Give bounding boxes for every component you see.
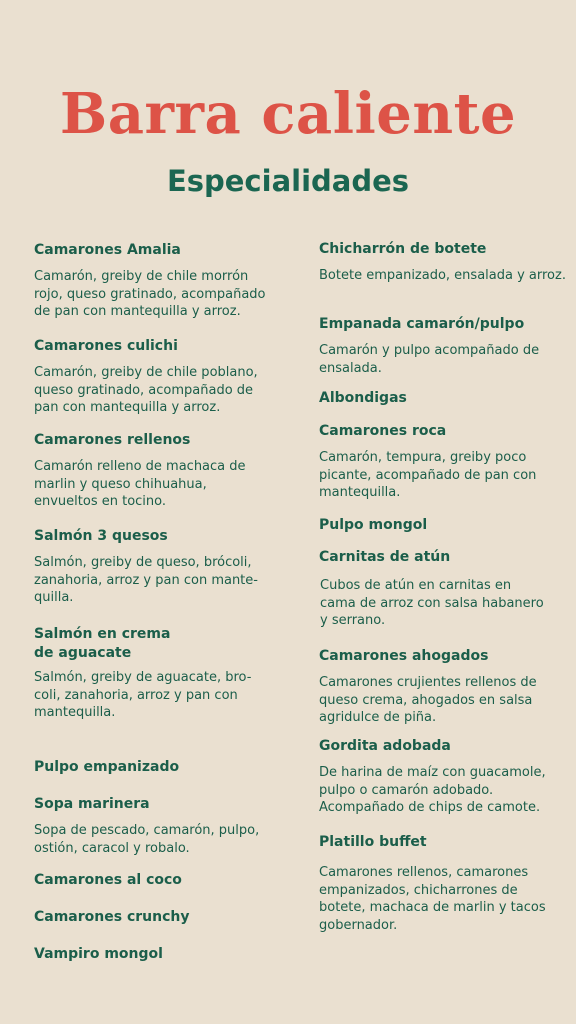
menu-item-carnitas-de-atun (319, 548, 569, 630)
menu-item-description: Camarón, greiby de chile poblano, queso gratinado, acompañado de pan con mantequilla y arroz. (34, 365, 258, 415)
menu-item-name: Gordita adobada (319, 738, 451, 754)
menu-item-name: Chicharrón de botete (319, 241, 487, 257)
menu-item-camarones-crunchy (34, 908, 284, 927)
menu-item-sopa-marinera (34, 795, 284, 857)
menu-item-name: Empanada camarón/pulpo (319, 316, 525, 332)
menu-item-description: Camarones rellenos, camarones empanizados, chicharrones de botete, machaca de marlin y tacos gobernador. (319, 865, 546, 933)
menu-item-name: Camarones culichi (34, 338, 178, 354)
menu-item-name: Camarones al coco (34, 872, 182, 888)
menu-item-name: Camarones rellenos (34, 432, 191, 448)
menu-item-empanada-camaron-pulpo (319, 315, 569, 377)
menu-item-name: Vampiro mongol (34, 946, 163, 962)
menu-item-salmon-crema-aguacate (34, 625, 284, 722)
menu-item-description: Sopa de pescado, camarón, pulpo, ostión, caracol y robalo. (34, 823, 260, 856)
menu-item-description: De harina de maíz con guacamole, pulpo o camarón adobado. Acompañado de chips de camote. (319, 765, 546, 815)
menu-item-pulpo-mongol (319, 516, 569, 535)
menu-item-camarones-al-coco (34, 871, 284, 890)
menu-item-camarones-amalia (34, 241, 284, 321)
menu-item-name: Platillo buffet (319, 834, 427, 850)
menu-item-platillo-buffet (319, 833, 569, 934)
menu-item-name: Carnitas de atún (319, 549, 451, 565)
menu-item-vampiro-mongol (34, 945, 284, 964)
menu-item-camarones-roca (319, 422, 569, 502)
menu-item-name: Camarones ahogados (319, 648, 489, 664)
menu-item-description: Salmón, greiby de queso, brócoli, zanahoria, arroz y pan con mante- quilla. (34, 555, 258, 605)
section-subtitle: Especialidades (166, 164, 410, 198)
menu-item-name: Camarones crunchy (34, 909, 190, 925)
menu-item-name: Salmón en crema de aguacate (34, 626, 171, 661)
menu-item-gordita-adobada (319, 737, 569, 817)
menu-item-description: Camarón, tempura, greiby poco picante, acompañado de pan con mantequilla. (319, 450, 537, 500)
menu-item-camarones-rellenos (34, 431, 284, 511)
menu-item-pulpo-empanizado (34, 758, 284, 777)
menu-item-name: Sopa marinera (34, 796, 150, 812)
menu-item-description: Salmón, greiby de aguacate, bro- coli, zanahoria, arroz y pan con mantequilla. (34, 670, 252, 720)
menu-item-name: Pulpo empanizado (34, 759, 180, 775)
menu-item-albondigas (319, 389, 569, 408)
menu-item-description: Camarón relleno de machaca de marlin y queso chihuahua, envueltos en tocino. (34, 459, 246, 509)
menu-item-camarones-culichi (34, 337, 284, 417)
menu-item-description: Camarón, greiby de chile morrón rojo, queso gratinado, acompañado de pan con mantequilla y arroz. (34, 269, 266, 319)
menu-item-name: Salmón 3 quesos (34, 528, 168, 544)
menu-item-description: Cubos de atún en carnitas en cama de arroz con salsa habanero y serrano. (320, 578, 544, 628)
menu-item-camarones-ahogados (319, 647, 569, 727)
menu-item-name: Camarones roca (319, 423, 447, 439)
menu-item-description: Botete empanizado, ensalada y arroz. (319, 268, 566, 283)
page-title: Barra caliente (59, 81, 517, 147)
menu-item-name: Camarones Amalia (34, 242, 181, 258)
menu-item-description: Camarones crujientes rellenos de queso crema, ahogados en salsa agridulce de piña. (319, 675, 537, 725)
menu-item-name: Albondigas (319, 390, 407, 406)
menu-item-name: Pulpo mongol (319, 517, 428, 533)
menu-item-description: Camarón y pulpo acompañado de ensalada. (319, 343, 540, 376)
menu-item-salmon-3-quesos (34, 527, 284, 607)
menu-item-chicharron-de-botete (319, 240, 569, 285)
